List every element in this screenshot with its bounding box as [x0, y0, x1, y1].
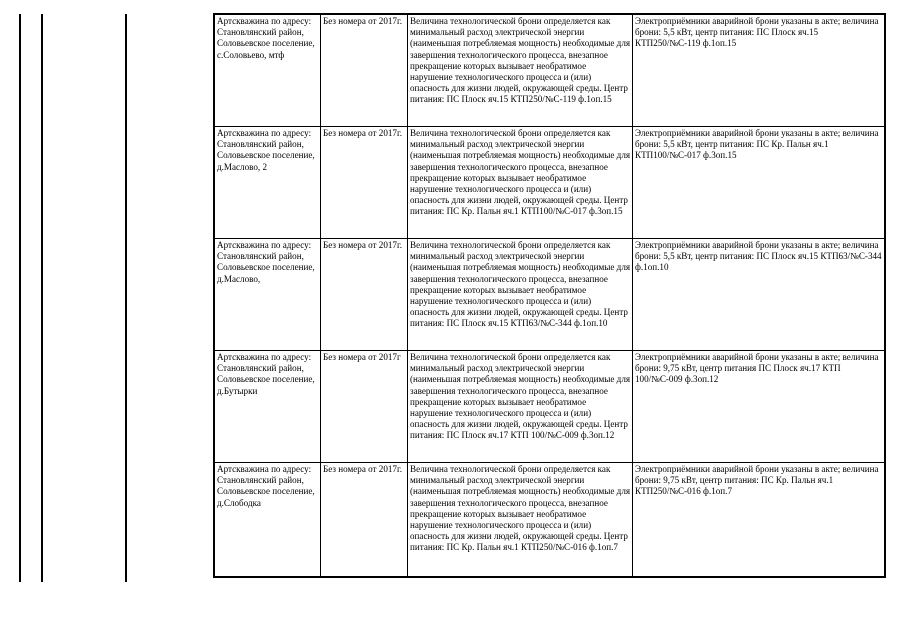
note-cell: Электроприёмники аварийной брони указаны в акте; величина брони: 5,5 кВт, центр питания: ПС Плоск яч.15 КТП250/№С-119 ф.1оп.15	[633, 15, 885, 127]
act-cell: Без номера от 2017г.	[321, 15, 408, 127]
note-cell: Электроприёмники аварийной брони указаны в акте; величина брони: 9,75 кВт, центр питания ПС Плоск яч.17 КТП 100/№С-009 ф.3оп.12	[633, 351, 885, 463]
left-column-divider	[125, 14, 127, 582]
emergency-reserve-table	[214, 14, 885, 577]
table-row	[215, 351, 885, 463]
description-cell: Величина технологической брони определяется как минимальный расход электрической энергии (наименьшая потребляемая мощность) необходимые для завершения технологического процесса, внезапное прекращение которых вызывает необратимое нарушение технологического процесса и (или) опасность для жизни людей, окружающей среды. Центр питания: ПС Плоск яч.17 КТП 100/№С-009 ф.3оп.12	[408, 351, 633, 463]
table-row	[215, 15, 885, 127]
act-cell: Без номера от 2017г.	[321, 239, 408, 351]
object-address-cell: Артскважина по адресу: Становлянский район, Соловьевское поселение, д.Маслово,	[215, 239, 321, 351]
object-address-cell: Артскважина по адресу: Становлянский район, Соловьевское поселение, д.Бутырки	[215, 351, 321, 463]
description-cell: Величина технологической брони определяется как минимальный расход электрической энергии (наименьшая потребляемая мощность) необходимые для завершения технологического процесса, внезапное прекращение которых вызывает необратимое нарушение технологического процесса и (или) опасность для жизни людей, окружающей среды. Центр питания: ПС Кр. Пальн яч.1 КТП100/№С-017 ф.3оп.15	[408, 127, 633, 239]
note-cell: Электроприёмники аварийной брони указаны в акте; величина брони: 5,5 кВт, центр питания: ПС Плоск яч.15 КТП63/№С-344 ф.1оп.10	[633, 239, 885, 351]
object-address-cell: Артскважина по адресу: Становлянский район, Соловьевское поселение, д.Слободка	[215, 463, 321, 577]
note-cell: Электроприёмники аварийной брони указаны в акте; величина брони: 5,5 кВт, центр питания: ПС Кр. Пальн яч.1 КТП100/№С-017 ф.3оп.15	[633, 127, 885, 239]
table-row	[215, 127, 885, 239]
act-cell: Без номера от 2017г.	[321, 127, 408, 239]
left-table-border	[19, 14, 21, 582]
object-address-cell: Артскважина по адресу: Становлянский район, Соловьевское поселение, д.Маслово, 2	[215, 127, 321, 239]
description-cell: Величина технологической брони определяется как минимальный расход электрической энергии (наименьшая потребляемая мощность) необходимые для завершения технологического процесса, внезапное прекращение которых вызывает необратимое нарушение технологического процесса и (или) опасность для жизни людей, окружающей среды. Центр питания: ПС Плоск яч.15 КТП63/№С-344 ф.1оп.10	[408, 239, 633, 351]
note-cell: Электроприёмники аварийной брони указаны в акте; величина брони: 9,75 кВт, центр питания: ПС Кр. Пальн яч.1 КТП250/№С-016 ф.1оп.7	[633, 463, 885, 577]
object-address-cell: Артскважина по адресу: Становлянский район, Соловьевское поселение, с.Соловьево, мтф	[215, 15, 321, 127]
act-cell: Без номера от 2017г.	[321, 463, 408, 577]
act-cell: Без номера от 2017г	[321, 351, 408, 463]
table-row	[215, 463, 885, 577]
description-cell: Величина технологической брони определяется как минимальный расход электрической энергии (наименьшая потребляемая мощность) необходимые для завершения технологического процесса, внезапное прекращение которых вызывает необратимое нарушение технологического процесса и (или) опасность для жизни людей, окружающей среды. Центр питания: ПС Кр. Пальн яч.1 КТП250/№С-016 ф.1оп.7	[408, 463, 633, 577]
description-cell: Величина технологической брони определяется как минимальный расход электрической энергии (наименьшая потребляемая мощность) необходимые для завершения технологического процесса, внезапное прекращение которых вызывает необратимое нарушение технологического процесса и (или) опасность для жизни людей, окружающей среды. Центр питания: ПС Плоск яч.15 КТП250/№С-119 ф.1оп.15	[408, 15, 633, 127]
table-row	[215, 239, 885, 351]
left-column-divider	[41, 14, 43, 582]
